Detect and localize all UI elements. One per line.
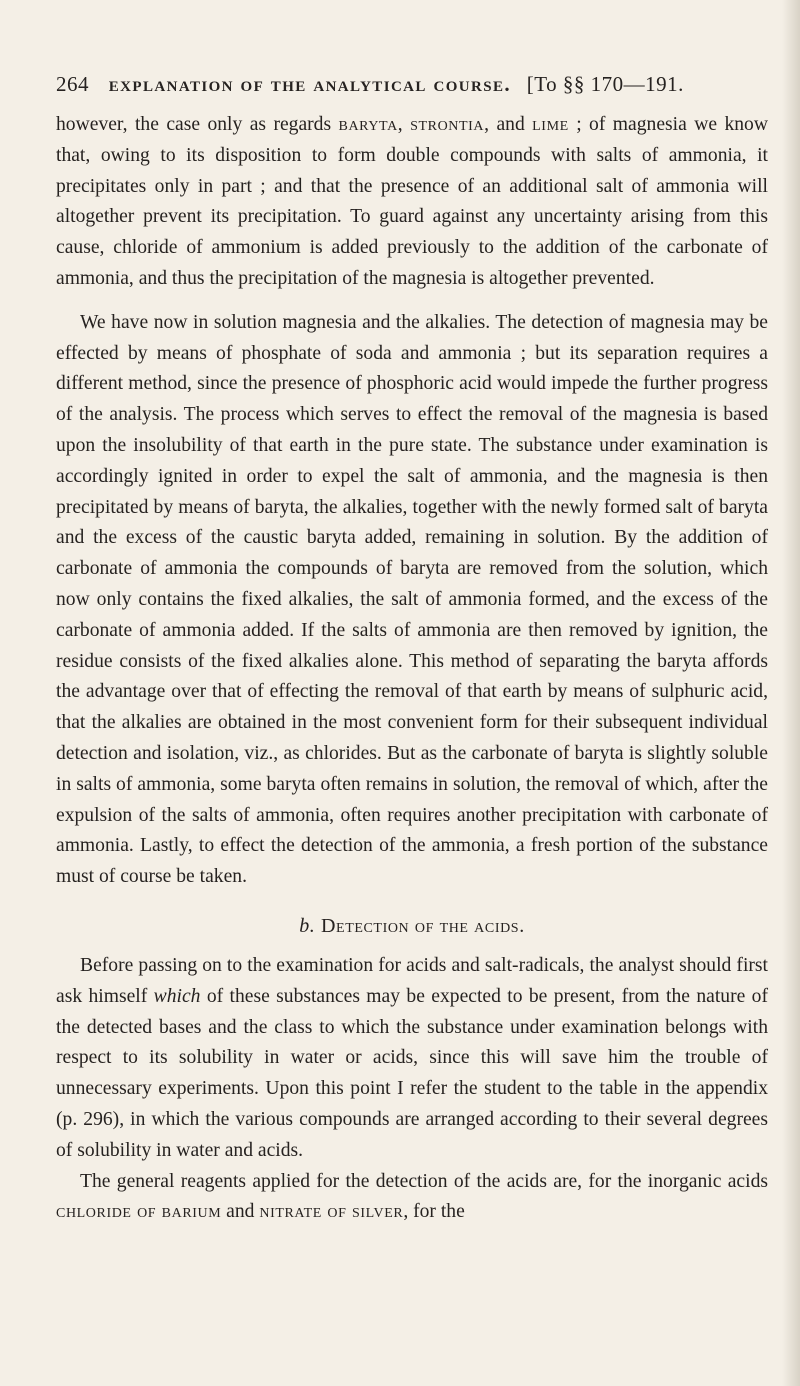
text-run: ,: [397, 114, 411, 135]
text-run: ; of magnesia we know that, owing to its disposition to form double compounds with salts of ammonia, it precipitates only in part ; and that the presence of an additional salt of ammonia will altogether prevent its precipitation. To guard against any uncertainty arising from this cause, chloride of ammonium is added previously to the addition of the carbonate of ammonia, and thus the precipitation of the magnesia is altogether prevented.: [56, 114, 768, 289]
running-title: explanation of the analytical course.: [108, 72, 512, 96]
section-letter: b.: [299, 914, 316, 937]
text-run: however, the case only as regards: [56, 114, 339, 135]
emphasis-which: which: [153, 985, 201, 1007]
text-run: and: [221, 1201, 260, 1223]
paragraph-4: [56, 1167, 768, 1229]
page-edge-shadow: [782, 0, 800, 1386]
section-title: Detection of the acids.: [321, 914, 525, 937]
paragraph-1: [56, 110, 768, 295]
paragraph-3: [56, 951, 768, 1167]
section-reference: [To §§ 170—191.: [526, 72, 684, 96]
book-page: [56, 70, 768, 1228]
term-chloride-of-barium: chloride of barium: [56, 1201, 222, 1223]
term-nitrate-of-silver: nitrate of silver: [259, 1201, 404, 1223]
page-number: 264: [56, 72, 89, 96]
paragraph-2: We have now in solution magnesia and the alkalies. The detection of magnesia may be effected by means of phosphate of soda and ammonia ; but its separation requires a different method, since the presence of phosphoric acid would impede the further progress of the analysis. The process which serves to effect the removal of the magnesia is based upon the insolubility of that earth in the pure state. The substance under examination is accordingly ignited in order to expel the salt of ammonia, and the magnesia is then precipitated by means of baryta, the alkalies, together with the newly formed salt of baryta and the excess of the caustic baryta added, remaining in solution. By the addition of carbonate of ammonia the compounds of baryta are removed from the solution, which now only contains the fixed alkalies, the salt of ammonia formed, and the excess of the carbonate of ammonia added. If the salts of ammonia are then removed by ignition, the residue consists of the fixed alkalies alone. This method of separating the baryta affords the advantage over that of effecting the removal of that earth by means of sulphuric acid, that the alkalies are obtained in the most convenient form for their subsequent individual detection and isolation, viz., as chlorides. But as the carbonate of baryta is slightly soluble in salts of ammonia, some baryta often remains in solution, the removal of which, after the expulsion of the salts of ammonia, often requires another precipitation with carbonate of ammonia. Lastly, to effect the detection of the ammonia, a fresh portion of the substance must of course be taken.: [56, 311, 768, 888]
text-run: The general reagents applied for the detection of the acids are, for the inorganic acids: [80, 1170, 768, 1192]
term-lime: lime: [532, 114, 569, 135]
text-run: , for the: [403, 1201, 465, 1223]
section-heading: [56, 911, 768, 941]
text-run: Before passing on to the examination for acids and salt-radicals, the analyst should first ask himself: [56, 954, 768, 1007]
text-run: of these substances may be expected to be present, from the nature of the detected bases and the class to which the substance under examination belongs with respect to its solubility in water or acids, since this will save him the trouble of unnecessary experiments. Upon this point I refer the student to the table in the appendix (p. 296), in which the various compounds are arranged according to their several degrees of solubility in water and acids.: [56, 985, 768, 1161]
term-baryta: baryta: [338, 114, 398, 135]
term-strontia: strontia: [410, 114, 485, 135]
text-run: , and: [484, 114, 533, 135]
running-head: [56, 70, 768, 98]
body-text: [56, 110, 768, 1228]
